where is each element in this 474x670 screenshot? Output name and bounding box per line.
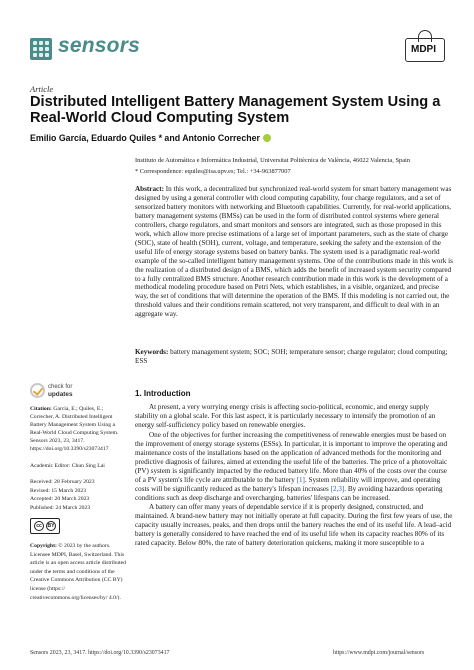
- reference-link-2-3[interactable]: [2,3]: [330, 484, 345, 493]
- citation-label: Citation:: [30, 406, 52, 412]
- paragraph-2: [135, 431, 453, 503]
- keywords-label: Keywords:: [135, 348, 169, 356]
- cc-icon: cc: [34, 521, 44, 531]
- paragraph-1: At present, a very worrying energy crisis is affecting socio-political, economic, and energy supply stability on a global scale. For this last aspect, it is particularly necessary to intensify the promotion of an energy self-sufficiency policy based on renewable energies.: [135, 403, 436, 429]
- paragraph-2-part-c: . By avoiding hazardous operating conditions such as deep discharge and overcharging, batteries' lifespans can be increased.: [135, 484, 443, 502]
- date-accepted: Accepted: 20 March 2023: [30, 496, 90, 503]
- author-list: [30, 133, 271, 143]
- footer-citation[interactable]: Sensors 2023, 23, 3417. https://doi.org/10.3390/s23073417: [30, 650, 170, 656]
- keywords: [135, 348, 453, 366]
- keywords-text: battery management system; SOC; SOH; temperature sensor; charge regulator; cloud computing; ESS: [135, 348, 448, 365]
- academic-editor: Academic Editor: Chun Sing Lai: [30, 463, 105, 469]
- body-text: [135, 403, 453, 549]
- paragraph-2-part-b: . System reliability will improve, and operating costs will be significantly reduced as the battery's lifespan increases: [135, 475, 441, 493]
- publication-dates: [30, 478, 126, 512]
- date-revised: Revised: 15 March 2023: [30, 487, 87, 494]
- copyright-label: Copyright:: [30, 543, 57, 549]
- journal-name: sensors: [58, 34, 140, 57]
- publisher-name: MDPI: [411, 44, 436, 55]
- footer-journal-url[interactable]: https://www.mdpi.com/journal/sensors: [333, 650, 425, 656]
- copyright-text: © 2023 by the authors. Licensee MDPI, Basel, Switzerland. This article is an open access article distributed under the terms and conditions of the Creative Commons Attribution (CC BY) license (https:// creativecommons.org/licenses/by/ 4.0/).: [30, 543, 127, 601]
- affiliation: Instituto de Automática e Informática Industrial, Universitat Politècnica de València, 46022 Valencia, Spain: [135, 157, 411, 164]
- by-icon: BY: [47, 523, 55, 529]
- check-for-updates-line1[interactable]: check for: [48, 384, 73, 390]
- paragraph-2-part-a: One of the objectives for further increasing the competitiveness of renewable energies must be based on the improvement of energy storage systems (ESSs). In particular, it is important to improve the operating and maintenance costs of the installations based on the application of advanced methods for the monitoring and predictive diagnosis of failures, aimed at extending the useful life of the batteries. The price of a photovoltaic (PV) system is significantly impacted by the reduced battery life. More than 40% of the costs over the course of a PV system's life cycle are attributable to the battery: [135, 430, 448, 484]
- reference-link-1[interactable]: [1]: [296, 475, 305, 484]
- check-for-updates-line2[interactable]: updates: [48, 391, 73, 398]
- abstract: [135, 185, 453, 319]
- paragraph-3: A battery can offer many years of dependable service if it is properly designed, constructed, and maintained. A brand-new battery may not initially operate at full capacity. During the first few years of use, the capacity usually increases, peaks, and then drops until the battery reaches the end of its useful life. A lead–acid battery is generally considered to have reached the end of its useful life when its capacity reaches 80% of its rated capacity. Below 80%, the rate of battery deterioration quickens, making it more susceptible to a: [135, 503, 453, 548]
- creative-commons-badge-icon[interactable]: [30, 518, 60, 534]
- section-heading: 1. Introduction: [135, 389, 191, 398]
- citation-text: García, E.; Quiles, E.; Correcher, A. Distributed Intelligent Battery Management System Using a Real-World Cloud Computing System. Sensors 2023, 23, 3417. https://doi.org/10.3390/s23073417: [30, 406, 119, 452]
- correspondence: * Correspondence: equiles@isa.upv.es; Tel.: +34-963877007: [135, 168, 291, 175]
- copyright: [30, 542, 126, 602]
- author-names: Emilio García, Eduardo Quiles * and Antonio Correcher: [30, 133, 260, 143]
- abstract-text: In this work, a decentralized but synchronized real-world system for smart battery management was designed by using a general controller with cloud computing capability, four charge regulators, and a set of sensorized battery monitors with networking and Bluetooth capabilities. Currently, for real-world applications, battery management systems (BMSs) can be used in the form of distributed control systems where general controllers, charge regulators, and smart monitors and sensors are integrated, such as those proposed in this work, which allow more precise estimations of a large set of important parameters, such as the state of charge (SOC), state of health (SOH), current, voltage, and temperature, seeking the safety and the extension of the useful life of energy storage systems based on battery banks. The system used is a paradigmatic real-world example of the so-called intelligent battery management systems. One of the contributions made in this work is the realization of a distributed design of a BMS, which adds the benefit of increased system security compared to a fully centralized BMS structure. Another research contribution made in this work is the development of a methodical modeling procedure based on Petri Nets, which establishes, in a visible, organized, and precise way, the set of conditions that will determine the operation of the BMS. If this modeling is not carried out, the threshold values and their conditions remain scattered, not very transparent, and difficult to deal with in an aggregate way.: [135, 185, 453, 319]
- citation: [30, 405, 126, 453]
- abstract-label: Abstract:: [135, 185, 164, 193]
- date-received: Received: 28 February 2023: [30, 479, 95, 485]
- article-title: Distributed Intelligent Battery Management System Using a Real-World Cloud Computing System: [30, 94, 441, 126]
- article-type: Article: [30, 84, 54, 94]
- check-for-updates-icon[interactable]: [30, 383, 45, 398]
- orcid-icon[interactable]: [263, 134, 271, 142]
- date-published: Published: 24 March 2023: [30, 504, 91, 511]
- journal-logo-icon: [30, 38, 52, 60]
